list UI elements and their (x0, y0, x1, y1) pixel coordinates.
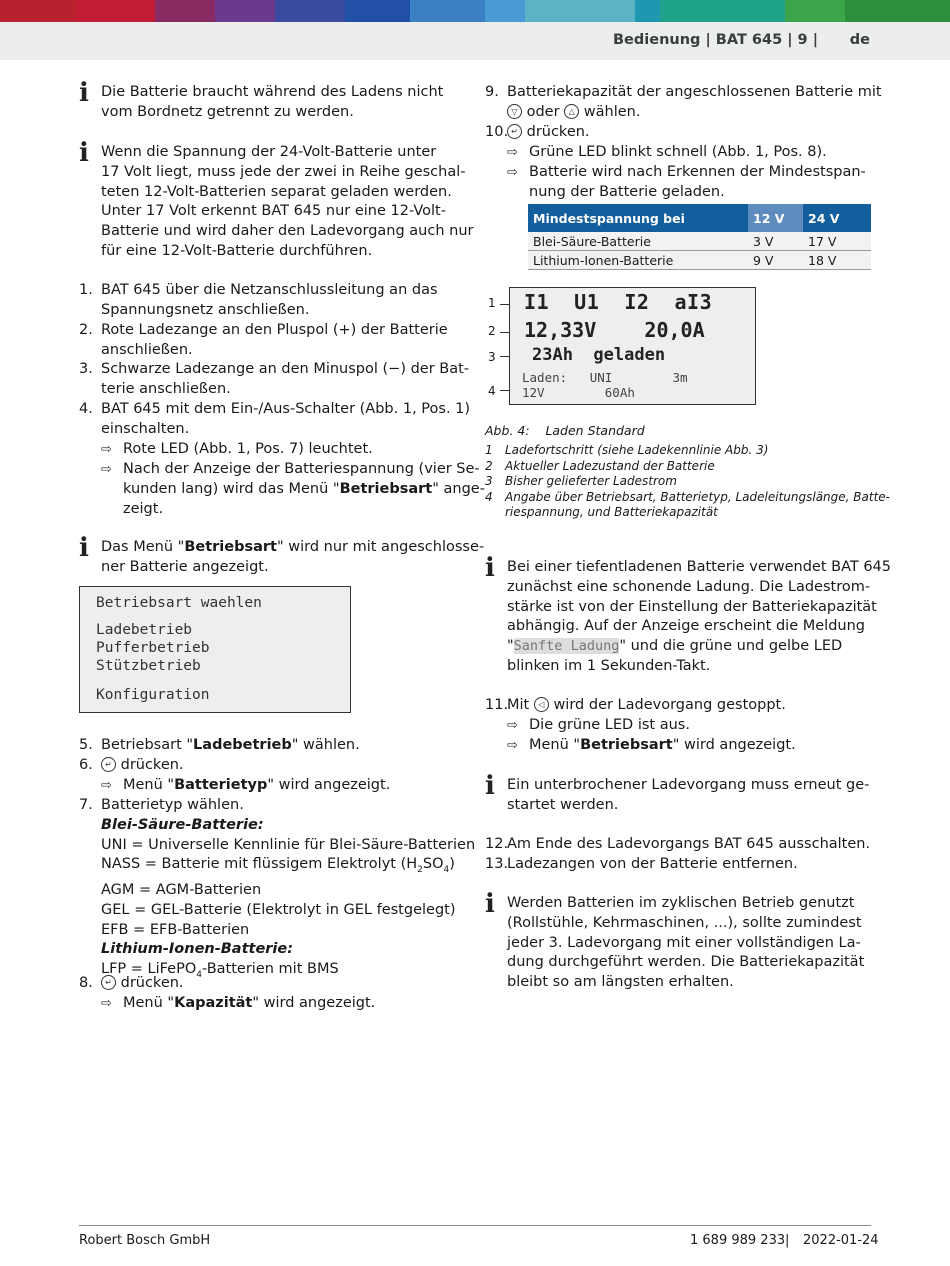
note-line (507, 637, 891, 657)
subscript: 2 (417, 865, 423, 876)
result-menu-display (123, 460, 485, 519)
text-fragment: drücken. (526, 124, 590, 140)
legend-number: 2 (485, 458, 493, 473)
lcd-line-2: 12,33V 20,0A (524, 318, 705, 342)
callout-number: 1 (488, 296, 496, 310)
result-charging (529, 163, 866, 203)
footer-company: Robert Bosch GmbH (79, 1233, 211, 1248)
result-arrow-icon: ⇨ (101, 442, 112, 457)
step-number: 5. (79, 737, 93, 753)
result-arrow-icon: ⇨ (507, 738, 518, 753)
info-icon: ℹ (485, 889, 495, 919)
step-7 (101, 796, 475, 986)
note-line: startet werden. (507, 796, 619, 813)
legend-text: Angabe über Betriebsart, Batterietyp, Ladeleitungslänge, Batte- (505, 489, 891, 504)
note-line: Bei einer tiefentladenen Batterie verwendet BAT 645 (507, 559, 892, 575)
step-number: 2. (79, 322, 93, 338)
step-line: BAT 645 mit dem Ein-/Aus-Schalter (Abb. 1, Pos. 1) (101, 401, 471, 417)
text-fragment: kunden lang) wird das Menü " (123, 480, 340, 497)
page-header (0, 22, 950, 60)
menu-option-konfiguration: Konfiguration (96, 687, 210, 703)
text-fragment: drücken. (120, 757, 184, 773)
step-number: 9. (485, 84, 499, 100)
step-6 (101, 756, 184, 776)
menu-name: Ladebetrieb (193, 737, 292, 753)
figure-label: Abb. 4: (485, 423, 530, 438)
figure-caption (485, 423, 645, 439)
min-voltage-table (528, 204, 871, 270)
step-2 (101, 321, 448, 361)
step-8 (101, 974, 184, 994)
info-icon: ℹ (79, 533, 89, 563)
table-cell: 3 V (748, 232, 803, 251)
table-cell: 18 V (803, 251, 871, 270)
text-fragment: " wird angezeigt. (252, 995, 376, 1011)
battery-type-line (101, 855, 475, 881)
footer-doc-number: 1 689 989 233 (690, 1233, 786, 1248)
step-line: BAT 645 über die Netzanschlussleitung an das (101, 282, 438, 298)
lcd-line-3: 23Ah geladen (532, 345, 666, 365)
step-number: 4. (79, 401, 93, 417)
note-line: zunächst eine schonende Ladung. Die Ladestrom- (507, 578, 871, 595)
step-number: 3. (79, 361, 93, 377)
note-line: blinken im 1 Sekunden-Takt. (507, 657, 711, 674)
note-line: dung durchgeführt werden. Die Batteriekapazität (507, 954, 865, 971)
legend-item (485, 459, 890, 475)
callout-number: 4 (488, 384, 496, 398)
callout-number: 3 (488, 350, 496, 364)
table-cell: Blei-Säure-Batterie (528, 232, 748, 251)
result-green-led-off: Die grüne LED ist aus. (529, 717, 690, 733)
info-icon: ℹ (79, 138, 89, 168)
text-fragment: LFP = LiFePO (101, 961, 197, 978)
result-line: nung der Batterie geladen. (529, 183, 725, 200)
note-line: bleibt so am längsten erhalten. (507, 974, 734, 991)
note-line: (Rollstühle, Kehrmaschinen, ...), sollte zumindest (507, 914, 862, 931)
text-fragment: " wählen. (291, 737, 360, 753)
text-fragment: oder (526, 103, 560, 120)
step-number: 10. (485, 124, 509, 140)
step-line: Batteriekapazität der angeschlossenen Batterie mit (507, 84, 882, 100)
callout-number: 2 (488, 324, 496, 338)
legend-text: Ladefortschritt (siehe Ladekennlinie Abb. 3) (505, 443, 769, 457)
step-line: terie anschließen. (101, 380, 231, 397)
legend-number: 3 (485, 474, 493, 488)
subscript: 4 (443, 865, 450, 876)
column-header: 12 V (748, 204, 803, 232)
step-10 (507, 123, 590, 143)
legend-text: riespannung, und Batteriekapazität (505, 505, 718, 519)
legend-item (485, 490, 890, 506)
result-line (123, 480, 485, 500)
menu-name: Betriebsart (184, 539, 277, 555)
text-fragment: wählen. (583, 103, 641, 120)
note-line: Ein unterbrochener Ladevorgang muss erneut ge- (507, 777, 870, 793)
legend-number: 1 (485, 443, 493, 457)
text-fragment: Das Menü " (101, 539, 185, 555)
legend-text: Aktueller Ladezustand der Batterie (505, 458, 715, 473)
display-message: Sanfte Ladung (513, 638, 620, 655)
text-fragment: " wird angezeigt. (672, 737, 796, 753)
menu-option-pufferbetrieb: Pufferbetrieb (96, 640, 210, 656)
table-cell: 17 V (803, 232, 871, 251)
battery-type-line: EFB = EFB-Batterien (101, 921, 250, 938)
note-deep-discharge (507, 558, 891, 677)
note-line: abhängig. Auf der Anzeige erscheint die Meldung (507, 618, 865, 635)
text-fragment: Menü " (529, 737, 581, 753)
menu-name: Betriebsart (339, 480, 433, 497)
battery-type-line: AGM = AGM-Batterien (101, 882, 262, 899)
result-kapazitaet (123, 994, 375, 1014)
footer-separator: | (785, 1233, 790, 1248)
step-line: Rote Ladezange an den Pluspol (+) der Batterie (101, 322, 448, 338)
battery-type-line: UNI = Universelle Kennlinie für Blei-Säure-Batterien (101, 836, 476, 853)
step-number: 1. (79, 282, 93, 298)
text-fragment: Menü " (123, 995, 175, 1011)
lcd-line-5: 12V 60Ah (522, 385, 635, 400)
footer-divider (79, 1225, 871, 1226)
table-header-row (528, 204, 871, 232)
result-arrow-icon: ⇨ (507, 145, 518, 160)
column-header: 24 V (803, 204, 871, 232)
table-row (528, 232, 871, 251)
table-cell: Lithium-Ionen-Batterie (528, 251, 748, 270)
brand-color-band (0, 0, 950, 22)
step-12: Am Ende des Ladevorgangs BAT 645 ausschalten. (507, 836, 871, 852)
note-line: ner Batterie angezeigt. (101, 558, 269, 575)
step-number: 8. (79, 975, 93, 991)
figure-legend (485, 443, 890, 521)
text-fragment: " wird angezeigt. (267, 777, 391, 793)
note-line: Batterie und wird daher den Ladevorgang auch nur (101, 223, 474, 240)
note-line: teten 12-Volt-Batterien separat geladen werden. (101, 183, 452, 200)
footer-date: 2022-01-24 (803, 1233, 879, 1248)
header-language: de (849, 32, 870, 48)
step-line: Batterietyp wählen. (101, 797, 244, 813)
note-cyclic (507, 894, 864, 993)
step-number: 11. (485, 697, 509, 713)
table-row (528, 251, 871, 270)
result-arrow-icon: ⇨ (101, 996, 112, 1011)
figure-title: Laden Standard (545, 423, 645, 438)
result-batterietyp (123, 776, 390, 796)
step-number: 12. (485, 836, 509, 852)
step-line (507, 103, 882, 123)
battery-group-title: Blei-Säure-Batterie: (101, 816, 264, 833)
table-cell: 9 V (748, 251, 803, 270)
step-9 (507, 83, 882, 123)
result-red-led: Rote LED (Abb. 1, Pos. 7) leuchtet. (123, 441, 373, 457)
result-arrow-icon: ⇨ (101, 462, 112, 477)
enter-button-icon: ↵ (101, 975, 116, 990)
menu-name: Kapazität (174, 995, 253, 1011)
info-icon: ℹ (485, 771, 495, 801)
info-icon: ℹ (485, 553, 495, 583)
result-line: Nach der Anzeige der Batteriespannung (vier Se- (123, 461, 480, 477)
text-fragment: " und die grüne und gelbe LED (619, 638, 843, 655)
step-4 (101, 400, 470, 440)
result-arrow-icon: ⇨ (507, 718, 518, 733)
menu-name: Betriebsart (580, 737, 673, 753)
text-fragment: wird der Ladevorgang gestoppt. (553, 697, 786, 713)
result-line: zeigt. (123, 500, 164, 517)
step-line: einschalten. (101, 420, 190, 437)
legend-item (485, 443, 890, 459)
note-24v (101, 143, 473, 262)
note-line: stärke ist von der Einstellung der Batteriekapazität (507, 598, 877, 615)
note-betriebsart (101, 538, 484, 578)
text-fragment: Mit (507, 697, 530, 713)
text-fragment: -Batterien mit BMS (202, 961, 339, 978)
stop-button-icon: ◁ (534, 697, 549, 712)
legend-text: Bisher gelieferter Ladestrom (505, 474, 677, 488)
lcd-line-1: I1 U1 I2 aI3 (524, 290, 713, 314)
text-fragment: SO (422, 856, 444, 873)
menu-screen-title: Betriebsart waehlen (96, 595, 262, 611)
enter-button-icon: ↵ (101, 757, 116, 772)
step-13: Ladezangen von der Batterie entfernen. (507, 856, 798, 872)
lcd-display (509, 287, 756, 405)
step-number: 7. (79, 797, 93, 813)
text-fragment: NASS = Batterie mit flüssigem Elektrolyt (H (101, 856, 418, 873)
step-11 (507, 696, 786, 716)
note-line: Wenn die Spannung der 24-Volt-Batterie unter (101, 144, 437, 160)
enter-button-icon: ↵ (507, 124, 522, 139)
step-5 (101, 736, 360, 756)
result-arrow-icon: ⇨ (101, 778, 112, 793)
menu-name: Batterietyp (174, 777, 268, 793)
note-line: jeder 3. Ladevorgang mit einer vollständigen La- (507, 934, 861, 951)
text-fragment: " ange- (432, 480, 485, 497)
result-line: Batterie wird nach Erkennen der Mindestspan- (529, 164, 866, 180)
step-3 (101, 360, 469, 400)
info-icon: ℹ (79, 78, 89, 108)
note-line: für eine 12-Volt-Batterie durchführen. (101, 242, 373, 259)
menu-option-ladebetrieb: Ladebetrieb (96, 622, 193, 638)
text-fragment: " wird nur mit angeschlosse- (276, 539, 485, 555)
lcd-line-4: Laden: UNI 3m (522, 370, 688, 385)
header-title: Bedienung | BAT 645 | 9 | (613, 32, 818, 48)
note-line: Unter 17 Volt erkennt BAT 645 nur eine 12-Volt- (101, 203, 446, 220)
step-number: 13. (485, 856, 509, 872)
result-betriebsart (529, 736, 796, 756)
text-fragment: " (507, 638, 514, 655)
result-green-led: Grüne LED blinkt schnell (Abb. 1, Pos. 8). (529, 144, 827, 160)
up-button-icon: △ (564, 104, 579, 119)
note-line: vom Bordnetz getrennt zu werden. (101, 103, 354, 120)
subscript: 4 (196, 970, 202, 981)
down-button-icon: ▽ (507, 104, 522, 119)
text-fragment: Menü " (123, 777, 175, 793)
step-line: anschließen. (101, 341, 193, 358)
step-1 (101, 281, 438, 321)
legend-number: 4 (485, 489, 493, 504)
note-line: Werden Batterien im zyklischen Betrieb genutzt (507, 895, 855, 911)
text-fragment: drücken. (120, 975, 184, 991)
battery-type-line: GEL = GEL-Batterie (Elektrolyt in GEL festgelegt) (101, 901, 456, 918)
note-line: 17 Volt liegt, muss jede der zwei in Reihe geschal- (101, 163, 466, 180)
column-header: Mindestspannung bei (528, 204, 748, 232)
step-line: Schwarze Ladezange an den Minuspol (−) der Bat- (101, 361, 470, 377)
note-line: Die Batterie braucht während des Ladens nicht (101, 84, 444, 100)
note-interrupted (507, 776, 869, 816)
battery-group-title: Lithium-Ionen-Batterie: (101, 941, 294, 958)
menu-option-stuetzbetrieb: Stützbetrieb (96, 658, 201, 674)
note-line (101, 538, 484, 558)
step-line: Spannungsnetz anschließen. (101, 301, 310, 318)
text-fragment: ) (449, 856, 455, 873)
result-arrow-icon: ⇨ (507, 165, 518, 180)
note-bordnetz (101, 83, 443, 123)
text-fragment: Betriebsart " (101, 737, 194, 753)
step-number: 6. (79, 757, 93, 773)
menu-screen (79, 586, 351, 713)
legend-item (485, 474, 890, 490)
